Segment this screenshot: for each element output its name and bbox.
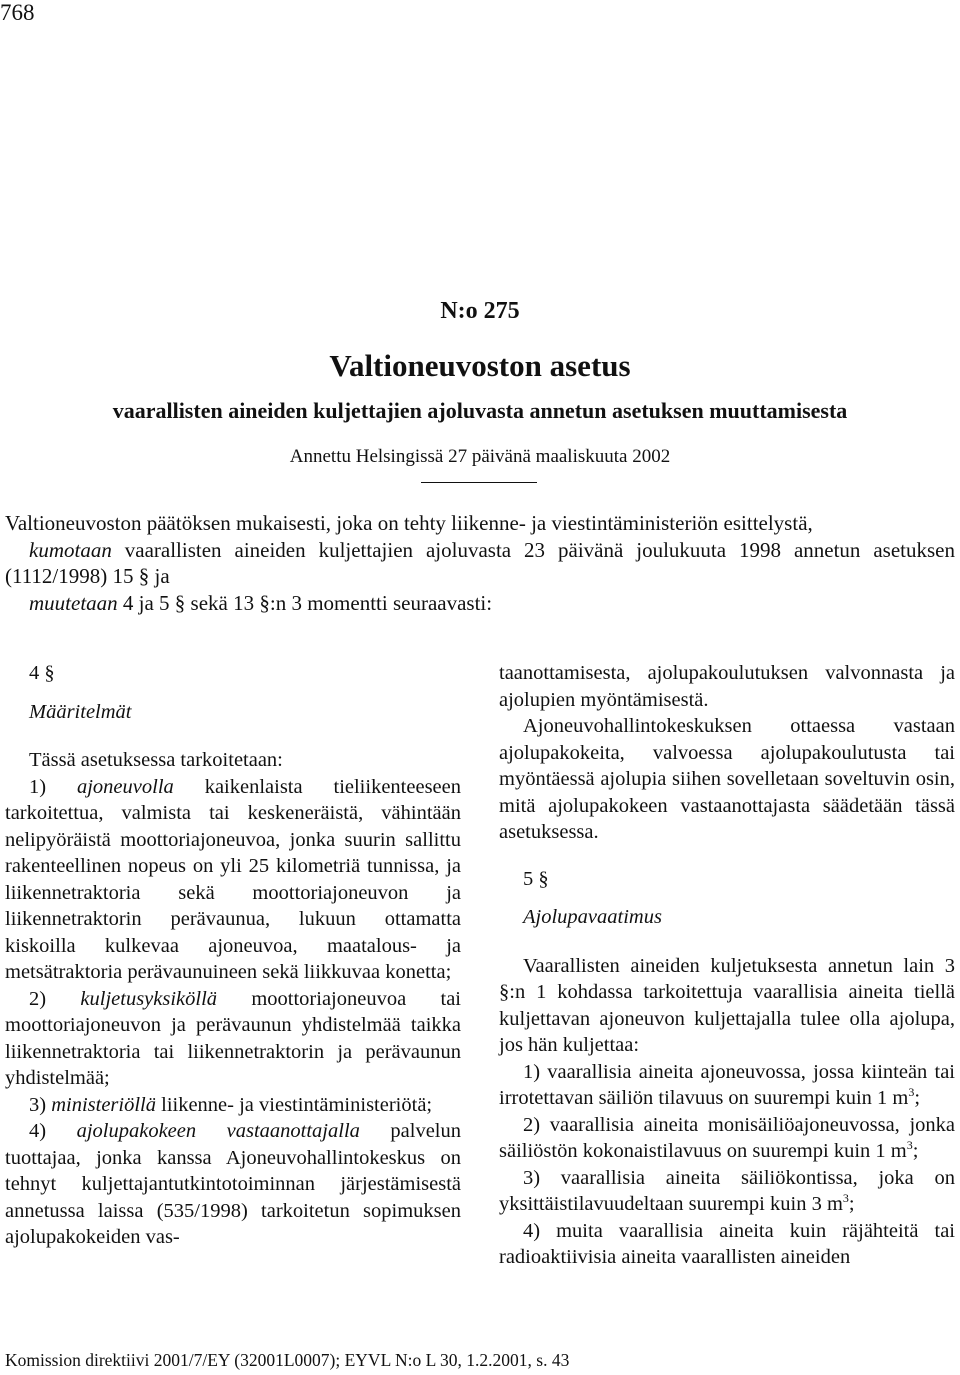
repeal-text: vaarallisten aineiden kuljettajien ajoluvasta 23 päivänä joulukuuta 1998 annetun asetuksen (1112/1998) 15 § ja: [5, 537, 955, 588]
page-number: 768: [0, 0, 35, 25]
item-number: 3): [29, 1093, 52, 1116]
law-number: N:o 275: [440, 298, 520, 324]
amend-text: 4 ja 5 § sekä 13 §:n 3 momentti seuraavasti:: [117, 590, 493, 615]
definition-text: kaikenlaista tieliikenteeseen tarkoitettua, valmista tai keskeneräistä, vähintään nelipyöräistä moottoriajoneuvoa, jonka suurin sallittu rakenteellinen nopeus on yli 25 kilometriä tunnissa, ja liikennetraktoria sekä moottoriajoneuvon ja liikennetraktorin perävaunua, lukuun ottamatta kiskoilla kulkevaa ajoneuvoa, maatalous- ja metsätraktoria perävaunuineen sekä liikkuvaa konetta;: [5, 775, 461, 983]
section-4-title: Määritelmät: [29, 700, 132, 723]
repeal-keyword: kumotaan: [29, 537, 112, 562]
item-number: 4): [29, 1120, 77, 1142]
header-divider: [421, 482, 537, 483]
requirement-item: 2) vaarallisia aineita monisäiliöajoneuvossa, jonka säiliöstön kokonaistilavuus on suurempi kuin 1 $m^3$;: [499, 1113, 955, 1162]
section-5-title: Ajolupavaatimus: [523, 906, 662, 928]
definition-item: [5, 1118, 461, 1251]
footnote: Komission direktiivi 2001/7/EY (32001L0007); EYVL N:o L 30, 1.2.2001, s. 43: [5, 1350, 570, 1370]
right-column: [499, 660, 955, 1271]
defined-term: kuljetusyksiköllä: [80, 987, 218, 1010]
defined-term: ajoneuvolla: [76, 775, 174, 798]
amend-keyword: muutetaan: [29, 590, 118, 615]
definition-item: [5, 774, 461, 986]
definition-text: moottoriajoneuvoa tai moottoriajoneuvon ja perävaunun yhdistelmää taikka liikennetraktoria tai liikennetraktorin ja perävaunun yhdistelmää;: [5, 987, 462, 1089]
requirement-item: 4) muita vaarallisia aineita kuin räjähteitä tai radioaktiivisia aineita vaarallisten aineiden: [499, 1219, 955, 1268]
section-5-lead: Vaarallisten aineiden kuljetuksesta annetun lain 3 §:n 1 kohdassa tarkoitettuja vaarallisia aineita tiellä kuljettavan ajoneuvon kuljettajalla tulee olla ajolupa, jos hän kuljettaa:: [499, 954, 955, 1056]
amend-paragraph: [5, 590, 955, 617]
requirement-item: 3) vaarallisia aineita säiliökontissa, joka on yksittäistilavuudeltaan suurempi kuin 3 $m^3$;: [499, 1166, 955, 1215]
definition-item: [5, 1092, 461, 1119]
preamble: [5, 510, 955, 616]
decree-title: Valtioneuvoston asetus: [329, 348, 631, 383]
preamble-paragraph: Valtioneuvoston päätöksen mukaisesti, joka on tehty liikenne- ja viestintäministeriön esittelystä,: [5, 511, 813, 535]
defined-term: ajolupakokeen vastaanottajalla: [76, 1120, 360, 1142]
decree-subtitle: vaarallisten aineiden kuljettajien ajoluvasta annetun asetuksen muuttamisesta: [112, 398, 848, 423]
repeal-paragraph: [5, 537, 955, 590]
definition-text: liikenne- ja viestintäministeriötä;: [156, 1093, 433, 1116]
section-4-number: 4 §: [29, 662, 55, 684]
requirement-item: 1) vaarallisia aineita ajoneuvossa, jossa kiinteän tai irrotettavan säiliön tilavuus on suurempi kuin 1 $m^3$;: [499, 1060, 955, 1109]
section-4-lead: Tässä asetuksessa tarkoitetaan:: [29, 749, 283, 771]
defined-term: ministeriöllä: [51, 1093, 156, 1116]
left-column: [5, 660, 461, 1251]
section-4-paragraph-2: Ajoneuvohallintokeskuksen ottaessa vastaan ajolupakokeita, valvoessa ajolupakoulutusta tai myöntäessä ajolupia siihen sovelletaan soveltuvin osin, mitä ajolupakokeen vastaanottajasta säädetään tässä asetuksessa.: [499, 715, 955, 843]
definition-continuation: taanottamisesta, ajolupakoulutuksen valvonnasta ja ajolupien myöntämisestä.: [499, 662, 955, 711]
definition-text: palvelun tuottajaa, jonka kanssa Ajoneuvohallintokeskus on tehnyt kuljettajantutkintotoiminnan järjestämisestä annetussa laissa (535/1998) tarkoitetun sopimuksen ajolupakokeiden vas-: [5, 1120, 462, 1248]
item-number: 1): [29, 775, 77, 798]
definition-item: [5, 986, 461, 1092]
given-date-line: Annettu Helsingissä 27 päivänä maaliskuuta 2002: [289, 446, 671, 467]
section-5-number: 5 §: [523, 867, 549, 890]
item-number: 2): [29, 987, 81, 1010]
